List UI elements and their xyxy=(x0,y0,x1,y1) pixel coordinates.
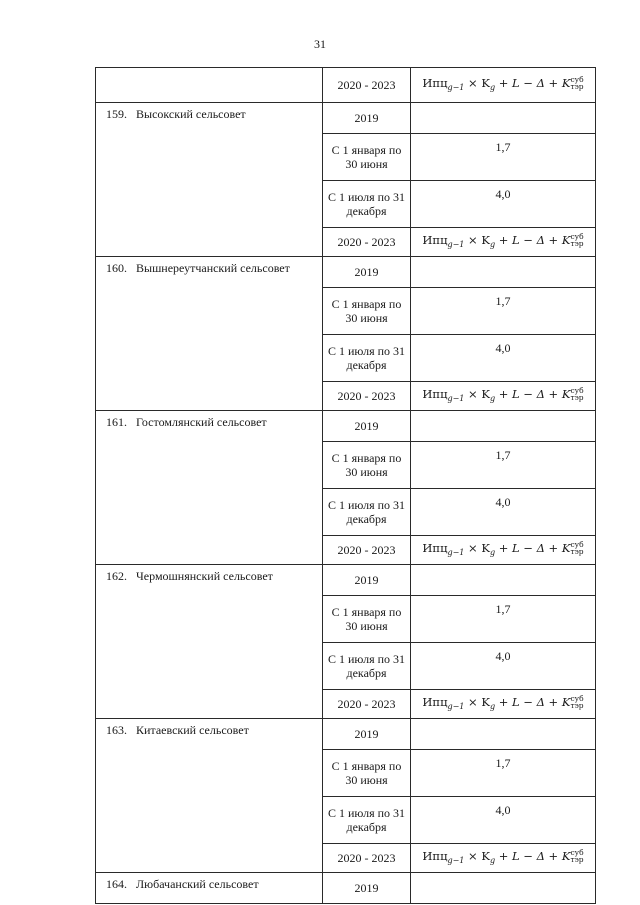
period-cell: С 1 января по 30 июня xyxy=(323,442,411,489)
period-cell: 2020 - 2023 xyxy=(323,844,411,873)
period-cell: 2020 - 2023 xyxy=(323,690,411,719)
value-cell: 1,7 xyxy=(411,596,596,643)
period-cell: 2019 xyxy=(323,719,411,750)
formula: $Ипц_{g-1} \times K_g + L - \Delta + K$ суб тэр xyxy=(422,847,584,865)
municipality-cell xyxy=(96,411,323,565)
period-cell: 2019 xyxy=(323,565,411,596)
table-row xyxy=(96,873,596,904)
municipality-cell xyxy=(96,873,323,904)
formula: $Ипц_{g-1} \times K_g + L - \Delta + K$ суб тэр xyxy=(422,74,584,92)
period-cell: 2019 xyxy=(323,411,411,442)
value-cell: 1,7 xyxy=(411,750,596,797)
municipality-cell xyxy=(96,565,323,719)
value-cell: 1,7 xyxy=(411,134,596,181)
period-cell: 2020 - 2023 xyxy=(323,382,411,411)
period-cell: С 1 июля по 31 декабря xyxy=(323,643,411,690)
value-cell: 4,0 xyxy=(411,643,596,690)
period-cell: 2020 - 2023 xyxy=(323,228,411,257)
municipality-name: Чермошнянский сельсовет xyxy=(136,569,273,583)
period-cell: 2019 xyxy=(323,873,411,904)
municipality-name: Высокский сельсовет xyxy=(136,107,246,121)
value-cell-empty xyxy=(411,103,596,134)
municipality-name: Любачанский сельсовет xyxy=(136,877,259,891)
table-row xyxy=(96,257,596,288)
formula: $Ипц_{g-1} \times K_g + L - \Delta + K$ суб тэр xyxy=(422,385,584,403)
municipality-name: Вышнереутчанский сельсовет xyxy=(136,261,290,275)
row-number: 161. xyxy=(106,415,127,429)
value-cell: 4,0 xyxy=(411,181,596,228)
municipality-cell-empty xyxy=(96,68,323,103)
tariff-table-body xyxy=(96,68,596,904)
table-row xyxy=(96,103,596,134)
value-cell: 4,0 xyxy=(411,489,596,536)
period-cell: 2020 - 2023 xyxy=(323,536,411,565)
row-number: 164. xyxy=(106,877,127,891)
value-cell: 4,0 xyxy=(411,797,596,844)
tariff-table xyxy=(95,67,596,904)
formula: $Ипц_{g-1} \times K_g + L - \Delta + K$ суб тэр xyxy=(422,693,584,711)
period-cell: 2019 xyxy=(323,103,411,134)
period-cell: С 1 января по 30 июня xyxy=(323,134,411,181)
period-cell: С 1 июля по 31 декабря xyxy=(323,489,411,536)
period-cell: С 1 января по 30 июня xyxy=(323,596,411,643)
value-cell: 4,0 xyxy=(411,335,596,382)
table-row xyxy=(96,68,596,103)
table-row xyxy=(96,411,596,442)
municipality-name: Гостомлянский сельсовет xyxy=(136,415,267,429)
formula-cell xyxy=(411,382,596,411)
period-cell: С 1 июля по 31 декабря xyxy=(323,797,411,844)
period-cell: С 1 июля по 31 декабря xyxy=(323,335,411,382)
period-cell: С 1 января по 30 июня xyxy=(323,750,411,797)
formula: $Ипц_{g-1} \times K_g + L - \Delta + K$ суб тэр xyxy=(422,231,584,249)
row-number: 159. xyxy=(106,107,127,121)
row-number: 162. xyxy=(106,569,127,583)
period-cell: С 1 июля по 31 декабря xyxy=(323,181,411,228)
municipality-cell xyxy=(96,103,323,257)
formula: $Ипц_{g-1} \times K_g + L - \Delta + K$ суб тэр xyxy=(422,539,584,557)
table-row xyxy=(96,719,596,750)
period-cell: С 1 января по 30 июня xyxy=(323,288,411,335)
period-cell: 2020 - 2023 xyxy=(323,68,411,103)
municipality-name: Китаевский сельсовет xyxy=(136,723,249,737)
municipality-cell xyxy=(96,257,323,411)
value-cell: 1,7 xyxy=(411,442,596,489)
value-cell-empty xyxy=(411,719,596,750)
formula-cell xyxy=(411,228,596,257)
period-cell: 2019 xyxy=(323,257,411,288)
value-cell-empty xyxy=(411,565,596,596)
formula-cell xyxy=(411,690,596,719)
row-number: 160. xyxy=(106,261,127,275)
value-cell-empty xyxy=(411,873,596,904)
value-cell: 1,7 xyxy=(411,288,596,335)
value-cell-empty xyxy=(411,411,596,442)
formula-cell xyxy=(411,844,596,873)
value-cell-empty xyxy=(411,257,596,288)
municipality-cell xyxy=(96,719,323,873)
formula-cell xyxy=(411,68,596,103)
page-number: 31 xyxy=(314,37,326,51)
table-row xyxy=(96,565,596,596)
row-number: 163. xyxy=(106,723,127,737)
formula-cell xyxy=(411,536,596,565)
